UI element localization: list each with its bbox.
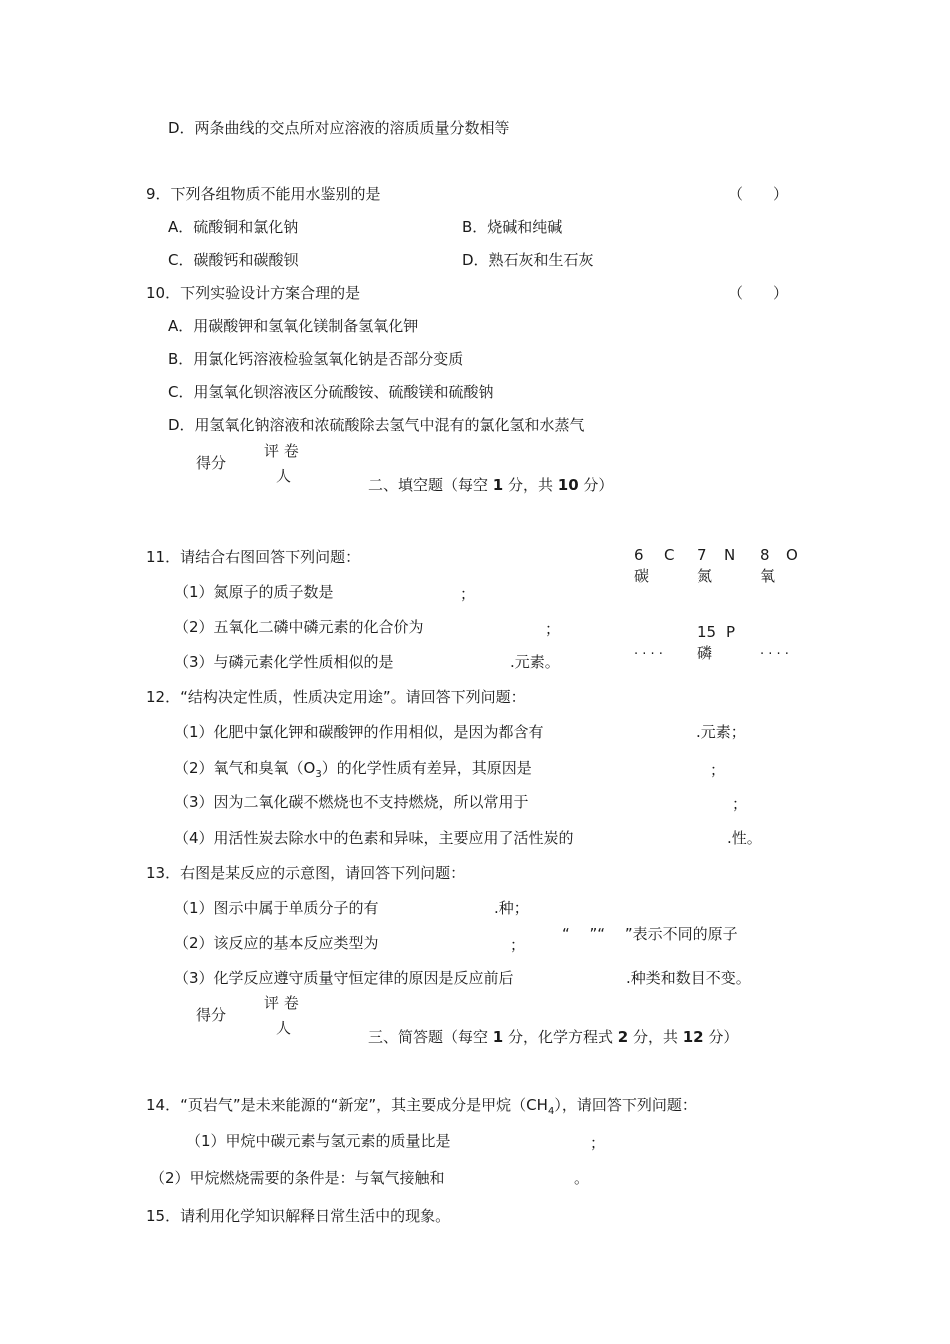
q12-sub1-end: .元素； [696,723,746,741]
element-o-name: 氧 [760,567,776,585]
q9-stem: 9．下列各组物质不能用水鉴别的是 [146,185,381,203]
q10-option-a: A．用碳酸钾和氢氧化镁制备氢氧化钾 [168,317,419,335]
q12-sub4-end: .性。 [727,829,762,847]
q9-option-a: A．硫酸铜和氯化钠 [168,218,299,236]
q10-option-c: C．用氢氧化钡溶液区分硫酸铵、硫酸镁和硫酸钠 [168,383,494,401]
grader-label-2: 人 [276,1019,292,1037]
q12-sub3: （3）因为二氧化碳不燃烧也不支持燃烧，所以常用于 [174,793,529,811]
element-c-name: 碳 [634,567,650,585]
element-n-name: 氮 [697,567,713,585]
element-p-symbol: P [726,623,736,641]
q13-sub1-end: .种； [494,899,529,917]
element-c-number: 6 [634,546,644,564]
q12-sub2-end: ； [710,761,726,779]
q12-stem: 12．“结构决定性质，性质决定用途”。请回答下列问题： [146,688,526,706]
q12-sub1: （1）化肥中氯化钾和碳酸钾的作用相似，是因为都含有 [174,723,544,741]
grader-label: 评 卷 [264,442,299,460]
score-label: 得分 [196,1006,227,1024]
element-c-symbol: C [664,546,675,564]
q11-sub1: （1）氮原子的质子数是 [174,583,334,601]
section2-title: 二、填空题（每空 1 分，共 10 分） [368,476,614,494]
element-o-number: 8 [760,546,770,564]
score-label: 得分 [196,454,227,472]
reaction-legend: “ ”“ ”表示不同的原子 [562,925,738,943]
q11-sub2: （2）五氧化二磷中磷元素的化合价为 [174,618,424,636]
q13-sub2-end: ； [510,936,526,954]
q8-option-d: D．两条曲线的交点所对应溶液的溶质质量分数相等 [168,119,510,137]
q12-sub3-end: ； [732,795,748,813]
q12-sub2: （2）氧气和臭氧$(O_3)$的化学性质有差异，其原因是 [174,759,532,780]
q11-stem: 11．请结合右图回答下列问题： [146,548,361,566]
q14-sub1-end: ； [590,1134,606,1152]
q10-answer-bracket: （ ） [728,284,789,302]
element-n-number: 7 [697,546,707,564]
element-o-symbol: O [786,546,798,564]
q13-sub3: （3）化学反应遵守质量守恒定律的原因是反应前后 [174,969,514,987]
q10-option-b: B．用氯化钙溶液检验氢氧化钠是否部分变质 [168,350,464,368]
element-n-symbol: N [724,546,736,564]
q14-stem: 14．“页岩气”是未来能源的“新宠”，其主要成分是甲烷$(CH_4)$，请回答下列问题： [146,1096,697,1117]
q10-option-d: D．用氢氧化钠溶液和浓硫酸除去氢气中混有的氯化氢和水蒸气 [168,416,585,434]
q11-sub2-end: ； [545,620,561,638]
ellipsis-right: · · · · [760,647,789,662]
element-p-name: 磷 [697,644,713,662]
q11-sub3: （3）与磷元素化学性质相似的是 [174,653,394,671]
q13-sub3-end: .种类和数目不变。 [626,969,751,987]
q9-answer-bracket: （ ） [728,185,789,203]
q13-sub2: （2）该反应的基本反应类型为 [174,934,379,952]
q13-stem: 13．右图是某反应的示意图，请回答下列问题： [146,864,466,882]
q9-option-c: C．碳酸钙和碳酸钡 [168,251,299,269]
q9-option-d: D．熟石灰和生石灰 [462,251,594,269]
q12-sub4: （4）用活性炭去除水中的色素和异味，主要应用了活性炭的 [174,829,574,847]
grader-label-2: 人 [276,467,292,485]
q14-sub1: （1）甲烷中碳元素与氢元素的质量比是 [186,1132,451,1150]
grader-label: 评 卷 [264,994,299,1012]
q15-stem: 15．请利用化学知识解释日常生活中的现象。 [146,1207,451,1225]
element-p-number: 15 [697,623,717,641]
q14-sub2: （2）甲烷燃烧需要的条件是：与氧气接触和 [150,1169,445,1187]
q11-sub1-end: ； [460,585,476,603]
ellipsis-left: · · · · [634,647,663,662]
q14-sub2-end: 。 [574,1169,590,1187]
section3-title: 三、简答题（每空 1 分，化学方程式 2 分，共 12 分） [368,1028,739,1046]
q9-option-b: B．烧碱和纯碱 [462,218,563,236]
q13-sub1: （1）图示中属于单质分子的有 [174,899,379,917]
q10-stem: 10．下列实验设计方案合理的是 [146,284,361,302]
q11-sub3-end: .元素。 [510,653,560,671]
